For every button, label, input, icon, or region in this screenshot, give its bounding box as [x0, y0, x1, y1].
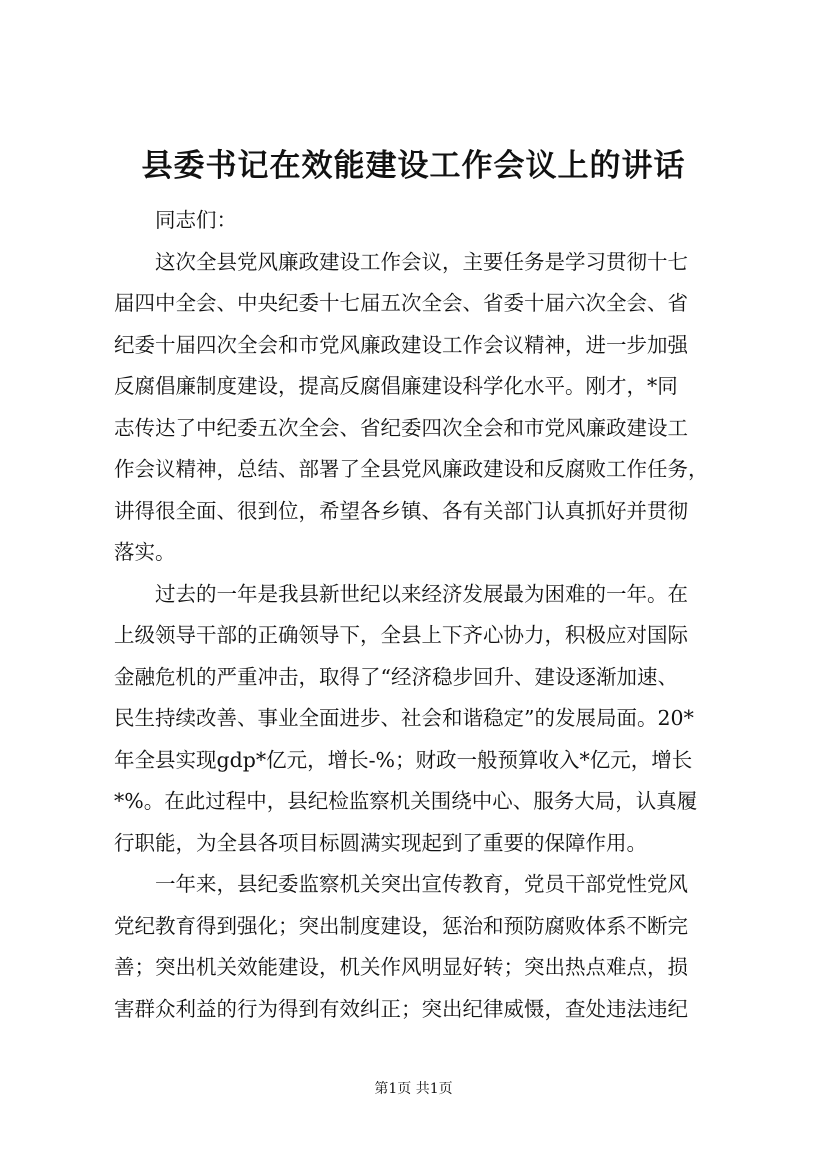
body-line: 落实。	[114, 540, 176, 564]
body-line: 上级领导干部的正确领导下，全县上下齐心协力，积极应对国际	[114, 623, 688, 647]
body-line: 讲得很全面、很到位，希望各乡镇、各有关部门认真抓好并贯彻	[114, 498, 688, 523]
body-line: 纪委十届四次全会和市党风廉政建设工作会议精神，进一步加强	[114, 332, 688, 357]
body-line: 年全县实现gdp*亿元，增长-%；财政一般预算收入*亿元，增长	[114, 747, 693, 772]
body-line: 志传达了中纪委五次全会、省纪委四次全会和市党风廉政建设工	[114, 415, 688, 440]
body-line: 反腐倡廉制度建设，提高反腐倡廉建设科学化水平。刚才，*同	[114, 374, 678, 398]
body-line: 行职能，为全县各项目标圆满实现起到了重要的保障作用。	[114, 830, 647, 855]
body-line: 过去的一年是我县新世纪以来经济发展最为困难的一年。在	[114, 581, 688, 606]
body-line: 同志们：	[114, 208, 237, 232]
body-line: 一年来，县纪委监察机关突出宣传教育，党员干部党性党风	[114, 872, 688, 896]
body-line: 党纪教育得到强化；突出制度建设，惩治和预防腐败体系不断完	[114, 913, 688, 938]
body-line: *%。在此过程中，县纪检监察机关围绕中心、服务大局，认真履	[114, 789, 698, 813]
body-line: 届四中全会、中央纪委十七届五次全会、省委十届六次全会、省	[114, 291, 688, 315]
body-line: 这次全县党风廉政建设工作会议，主要任务是学习贯彻十七	[114, 249, 688, 274]
document-body	[114, 200, 734, 1030]
body-line: 善；突出机关效能建设，机关作风明显好转；突出热点难点，损	[114, 955, 688, 979]
document-title: 县委书记在效能建设工作会议上的讲话	[141, 148, 686, 184]
body-line: 金融危机的严重冲击，取得了“经济稳步回升、建设逐渐加速、	[114, 664, 678, 689]
body-line: 作会议精神，总结、部署了全县党风廉政建设和反腐败工作任务，	[114, 457, 709, 481]
body-line: 民生持续改善、事业全面进步、社会和谐稳定”的发展局面。20*	[114, 706, 694, 730]
body-line: 害群众利益的行为得到有效纠正；突出纪律威慑，查处违法违纪	[114, 996, 688, 1021]
page-number-footer: 第1页 共1页	[374, 1081, 453, 1097]
